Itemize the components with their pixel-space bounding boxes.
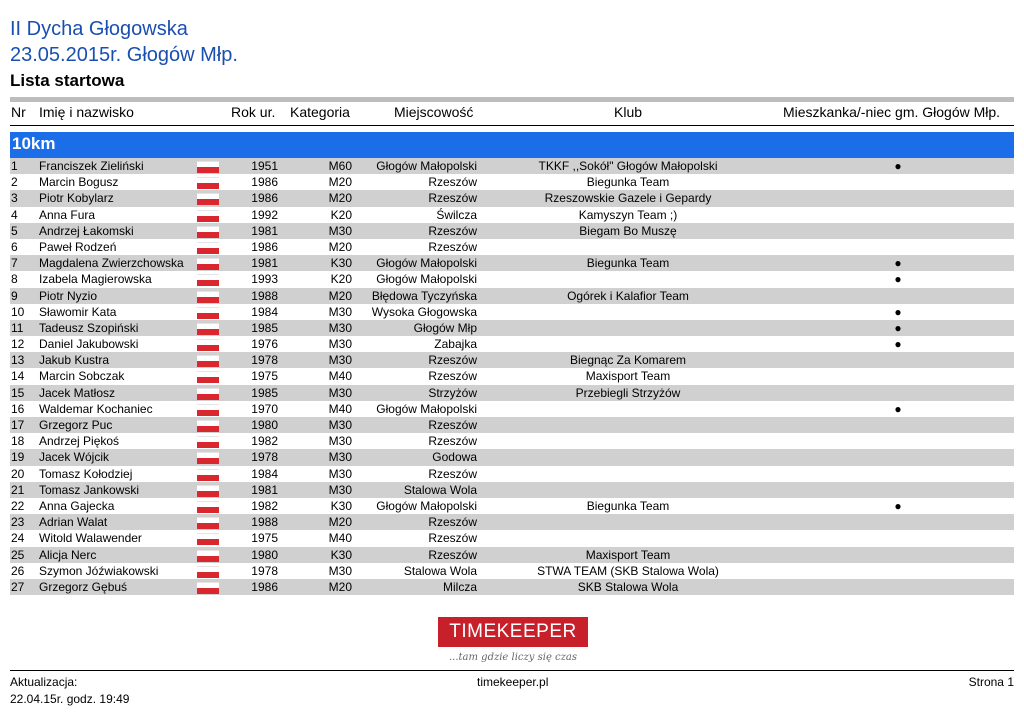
city: Rzeszów bbox=[428, 239, 477, 254]
poland-flag-icon bbox=[197, 469, 219, 481]
city: Zabajka bbox=[434, 337, 477, 352]
birth-year: 1984 bbox=[251, 304, 278, 319]
poland-flag-icon bbox=[197, 193, 219, 205]
runner-name: Jakub Kustra bbox=[39, 353, 110, 368]
bib-number: 16 bbox=[11, 401, 25, 416]
city: Rzeszów bbox=[428, 466, 477, 481]
column-header-divider bbox=[10, 125, 1014, 126]
section-header-10km bbox=[10, 132, 1014, 158]
poland-flag-icon bbox=[197, 177, 219, 189]
poland-flag-icon bbox=[197, 533, 219, 545]
table-row bbox=[10, 547, 1014, 563]
age-category: M40 bbox=[328, 369, 352, 384]
bib-number: 2 bbox=[11, 175, 18, 190]
list-title: Lista startowa bbox=[10, 71, 125, 90]
runner-name: Marcin Sobczak bbox=[39, 369, 125, 384]
club: Biegunka Team bbox=[586, 256, 670, 271]
poland-flag-icon bbox=[197, 550, 219, 562]
city: Rzeszów bbox=[428, 369, 477, 384]
age-category: M30 bbox=[328, 418, 352, 432]
runner-name: Franciszek Zieliński bbox=[39, 159, 144, 173]
city: Rzeszów bbox=[428, 353, 477, 368]
column-header-nr: Nr bbox=[11, 104, 26, 120]
club: Rzeszowskie Gazele i Gepardy bbox=[544, 191, 712, 206]
age-category: M60 bbox=[328, 159, 352, 173]
city: Głogów Młp bbox=[413, 320, 477, 335]
age-category: K30 bbox=[330, 256, 352, 271]
poland-flag-icon bbox=[197, 371, 219, 383]
runner-name: Grzegorz Gębuś bbox=[39, 579, 128, 594]
resident-marker: ● bbox=[894, 256, 902, 271]
bib-number: 22 bbox=[11, 498, 25, 513]
city: Rzeszów bbox=[428, 418, 477, 432]
table-row bbox=[10, 174, 1014, 190]
age-category: M30 bbox=[328, 482, 352, 497]
runner-name: Piotr Kobylarz bbox=[39, 191, 114, 206]
birth-year: 1982 bbox=[251, 498, 278, 513]
club: Ogórek i Kalafior Team bbox=[567, 288, 689, 303]
runner-name: Izabela Magierowska bbox=[39, 272, 152, 287]
club: Biegunka Team bbox=[586, 175, 670, 190]
birth-year: 1980 bbox=[251, 418, 278, 432]
runner-name: Andrzej Łakomski bbox=[39, 223, 134, 238]
bib-number: 11 bbox=[11, 320, 24, 335]
city: Rzeszów bbox=[428, 223, 477, 238]
birth-year: 1970 bbox=[251, 401, 278, 416]
city: Głogów Małopolski bbox=[376, 401, 477, 416]
runner-name: Paweł Rodzeń bbox=[39, 239, 117, 254]
poland-flag-icon bbox=[197, 339, 219, 351]
birth-year: 1986 bbox=[251, 579, 278, 594]
poland-flag-icon bbox=[197, 355, 219, 367]
club: Biegnąc Za Komarem bbox=[569, 353, 687, 368]
logo-tagline: ...tam gdzie liczy się czas bbox=[448, 652, 578, 663]
city: Strzyżów bbox=[428, 385, 477, 400]
age-category: K30 bbox=[330, 498, 352, 513]
age-category: M30 bbox=[328, 434, 352, 449]
bib-number: 6 bbox=[11, 239, 18, 254]
city: Błędowa Tyczyńska bbox=[371, 288, 477, 303]
age-category: M30 bbox=[328, 466, 352, 481]
age-category: K30 bbox=[330, 547, 352, 562]
poland-flag-icon bbox=[197, 566, 219, 578]
resident-marker: ● bbox=[894, 401, 902, 416]
poland-flag-icon bbox=[197, 242, 219, 254]
column-header-row bbox=[10, 104, 1014, 124]
age-category: K20 bbox=[330, 272, 352, 287]
poland-flag-icon bbox=[197, 582, 219, 594]
table-row bbox=[10, 563, 1014, 579]
age-category: M30 bbox=[328, 304, 352, 319]
city: Milcza bbox=[442, 579, 477, 594]
column-header-name: Imię i nazwisko bbox=[39, 104, 134, 120]
table-row bbox=[10, 304, 1014, 320]
table-row bbox=[10, 449, 1014, 465]
city: Rzeszów bbox=[428, 434, 477, 449]
runner-name: Szymon Jóźwiakowski bbox=[39, 563, 159, 578]
bib-number: 14 bbox=[11, 369, 25, 384]
runner-name: Daniel Jakubowski bbox=[39, 337, 139, 352]
resident-marker: ● bbox=[894, 272, 902, 287]
age-category: M30 bbox=[328, 337, 352, 352]
timekeeper-logo bbox=[438, 617, 588, 647]
bib-number: 21 bbox=[11, 482, 25, 497]
bib-number: 9 bbox=[11, 288, 18, 303]
runner-name: Tadeusz Szopiński bbox=[39, 320, 139, 335]
poland-flag-icon bbox=[197, 307, 219, 319]
poland-flag-icon bbox=[197, 485, 219, 497]
age-category: M20 bbox=[328, 239, 352, 254]
birth-year: 1980 bbox=[251, 547, 278, 562]
city: Głogów Małopolski bbox=[376, 498, 477, 513]
table-row bbox=[10, 352, 1014, 368]
table-row bbox=[10, 498, 1014, 514]
footer-divider bbox=[10, 670, 1014, 671]
poland-flag-icon bbox=[197, 274, 219, 286]
runner-name: Witold Walawender bbox=[39, 531, 142, 546]
age-category: M40 bbox=[328, 401, 352, 416]
start-list-table bbox=[10, 158, 1014, 595]
city: Świlcza bbox=[436, 207, 477, 222]
birth-year: 1978 bbox=[251, 563, 278, 578]
bib-number: 5 bbox=[11, 223, 18, 238]
birth-year: 1951 bbox=[251, 159, 278, 173]
bib-number: 4 bbox=[11, 207, 18, 222]
runner-name: Magdalena Zwierzchowska bbox=[39, 256, 184, 271]
bib-number: 8 bbox=[11, 272, 18, 287]
resident-marker: ● bbox=[894, 337, 902, 352]
age-category: M40 bbox=[328, 531, 352, 546]
birth-year: 1981 bbox=[251, 256, 278, 271]
runner-name: Tomasz Jankowski bbox=[39, 482, 140, 497]
birth-year: 1988 bbox=[251, 515, 278, 530]
birth-year: 1984 bbox=[251, 466, 278, 481]
resident-marker: ● bbox=[894, 320, 902, 335]
table-row bbox=[10, 514, 1014, 530]
birth-year: 1975 bbox=[251, 369, 278, 384]
age-category: M20 bbox=[328, 579, 352, 594]
birth-year: 1986 bbox=[251, 191, 278, 206]
club: Maxisport Team bbox=[585, 547, 671, 562]
city: Głogów Małopolski bbox=[376, 159, 477, 173]
age-category: M20 bbox=[328, 175, 352, 190]
city: Głogów Małopolski bbox=[376, 272, 477, 287]
poland-flag-icon bbox=[197, 517, 219, 529]
table-row bbox=[10, 190, 1014, 206]
poland-flag-icon bbox=[197, 420, 219, 432]
table-row bbox=[10, 255, 1014, 271]
page-number: Strona 1 bbox=[968, 675, 1014, 689]
club: Biegam Bo Muszę bbox=[579, 223, 677, 238]
birth-year: 1978 bbox=[251, 450, 278, 465]
birth-year: 1981 bbox=[251, 482, 278, 497]
bib-number: 15 bbox=[11, 385, 25, 400]
table-row bbox=[10, 239, 1014, 255]
runner-name: Anna Gajecka bbox=[39, 498, 115, 513]
birth-year: 1986 bbox=[251, 239, 278, 254]
city: Rzeszów bbox=[428, 515, 477, 530]
birth-year: 1976 bbox=[251, 337, 278, 352]
table-row bbox=[10, 320, 1014, 336]
birth-year: 1986 bbox=[251, 175, 278, 190]
column-header-club: Klub bbox=[614, 104, 643, 120]
table-row bbox=[10, 401, 1014, 417]
birth-year: 1993 bbox=[251, 272, 278, 287]
table-row bbox=[10, 385, 1014, 401]
club: Biegunka Team bbox=[586, 498, 670, 513]
bib-number: 24 bbox=[11, 531, 25, 546]
column-header-category: Kategoria bbox=[290, 104, 350, 120]
runner-name: Sławomir Kata bbox=[39, 304, 117, 319]
birth-year: 1985 bbox=[251, 385, 278, 400]
city: Rzeszów bbox=[428, 531, 477, 546]
runner-name: Jacek Matłosz bbox=[39, 385, 116, 400]
bib-number: 23 bbox=[11, 515, 25, 530]
table-row bbox=[10, 336, 1014, 352]
poland-flag-icon bbox=[197, 452, 219, 464]
table-row bbox=[10, 271, 1014, 287]
resident-marker: ● bbox=[894, 159, 902, 173]
age-category: K20 bbox=[330, 207, 352, 222]
bib-number: 25 bbox=[11, 547, 25, 562]
section-label: 10km bbox=[12, 134, 56, 153]
table-row bbox=[10, 158, 1014, 174]
bib-number: 20 bbox=[11, 466, 25, 481]
bib-number: 12 bbox=[11, 337, 25, 352]
event-date-place: 23.05.2015r. Głogów Młp. bbox=[10, 44, 238, 66]
birth-year: 1982 bbox=[251, 434, 278, 449]
poland-flag-icon bbox=[197, 388, 219, 400]
column-header-city: Miejscowość bbox=[394, 104, 474, 120]
header-divider bbox=[10, 97, 1014, 102]
runner-name: Jacek Wójcik bbox=[39, 450, 110, 465]
birth-year: 1988 bbox=[251, 288, 278, 303]
website-link[interactable]: timekeeper.pl bbox=[477, 675, 549, 689]
table-row bbox=[10, 223, 1014, 239]
poland-flag-icon bbox=[197, 291, 219, 303]
table-row bbox=[10, 433, 1014, 449]
table-row bbox=[10, 482, 1014, 498]
table-row bbox=[10, 368, 1014, 384]
birth-year: 1992 bbox=[251, 207, 278, 222]
club: SKB Stalowa Wola bbox=[577, 579, 679, 594]
poland-flag-icon bbox=[197, 210, 219, 222]
column-header-year: Rok ur. bbox=[231, 104, 276, 120]
bib-number: 27 bbox=[11, 579, 25, 594]
city: Głogów Małopolski bbox=[376, 256, 477, 271]
poland-flag-icon bbox=[197, 501, 219, 513]
city: Stalowa Wola bbox=[403, 482, 477, 497]
age-category: M30 bbox=[328, 353, 352, 368]
poland-flag-icon bbox=[197, 404, 219, 416]
runner-name: Anna Fura bbox=[39, 207, 96, 222]
birth-year: 1975 bbox=[251, 531, 278, 546]
runner-name: Piotr Nyzio bbox=[39, 288, 98, 303]
column-header-resident: Mieszkanka/-niec gm. Głogów Młp. bbox=[783, 104, 1001, 120]
table-row bbox=[10, 207, 1014, 223]
age-category: M30 bbox=[328, 385, 352, 400]
bib-number: 19 bbox=[11, 450, 25, 465]
age-category: M20 bbox=[328, 191, 352, 206]
bib-number: 7 bbox=[11, 256, 18, 271]
club: Maxisport Team bbox=[585, 369, 671, 384]
city: Stalowa Wola bbox=[403, 563, 477, 578]
bib-number: 17 bbox=[11, 418, 25, 432]
bib-number: 1 bbox=[11, 159, 18, 173]
age-category: M30 bbox=[328, 320, 352, 335]
birth-year: 1981 bbox=[251, 223, 278, 238]
city: Rzeszów bbox=[428, 547, 477, 562]
table-row bbox=[10, 417, 1014, 433]
runner-name: Alicja Nerc bbox=[39, 547, 97, 562]
resident-marker: ● bbox=[894, 498, 902, 513]
age-category: M20 bbox=[328, 515, 352, 530]
age-category: M30 bbox=[328, 563, 352, 578]
city: Rzeszów bbox=[428, 191, 477, 206]
event-title: II Dycha Głogowska bbox=[10, 18, 188, 40]
runner-name: Grzegorz Puc bbox=[39, 418, 113, 432]
poland-flag-icon bbox=[197, 323, 219, 335]
table-row bbox=[10, 288, 1014, 304]
age-category: M30 bbox=[328, 223, 352, 238]
age-category: M30 bbox=[328, 450, 352, 465]
age-category: M20 bbox=[328, 288, 352, 303]
poland-flag-icon bbox=[197, 258, 219, 270]
table-row bbox=[10, 579, 1014, 595]
table-row bbox=[10, 466, 1014, 482]
club: TKKF ,,Sokół" Głogów Małopolski bbox=[538, 159, 718, 173]
runner-name: Andrzej Piękoś bbox=[39, 434, 120, 449]
bib-number: 3 bbox=[11, 191, 18, 206]
city: Godowa bbox=[432, 450, 477, 465]
poland-flag-icon bbox=[197, 436, 219, 448]
runner-name: Tomasz Kołodziej bbox=[39, 466, 133, 481]
runner-name: Waldemar Kochaniec bbox=[39, 401, 153, 416]
birth-year: 1985 bbox=[251, 320, 278, 335]
resident-marker: ● bbox=[894, 304, 902, 319]
bib-number: 13 bbox=[11, 353, 25, 368]
runner-name: Adrian Walat bbox=[39, 515, 108, 530]
table-row bbox=[10, 530, 1014, 546]
city: Wysoka Głogowska bbox=[371, 304, 477, 319]
club: STWA TEAM (SKB Stalowa Wola) bbox=[537, 563, 719, 578]
logo-text: TIMEKEEPER bbox=[449, 621, 577, 642]
bib-number: 10 bbox=[11, 304, 25, 319]
update-label: Aktualizacja: bbox=[10, 675, 78, 689]
club: Przebiegli Strzyżów bbox=[575, 385, 681, 400]
runner-name: Marcin Bogusz bbox=[39, 175, 119, 190]
bib-number: 26 bbox=[11, 563, 25, 578]
club: Kamyszyn Team ;) bbox=[578, 207, 678, 222]
birth-year: 1978 bbox=[251, 353, 278, 368]
city: Rzeszów bbox=[428, 175, 477, 190]
bib-number: 18 bbox=[11, 434, 25, 449]
poland-flag-icon bbox=[197, 226, 219, 238]
poland-flag-icon bbox=[197, 161, 219, 173]
update-value: 22.04.15r. godz. 19:49 bbox=[10, 692, 130, 706]
